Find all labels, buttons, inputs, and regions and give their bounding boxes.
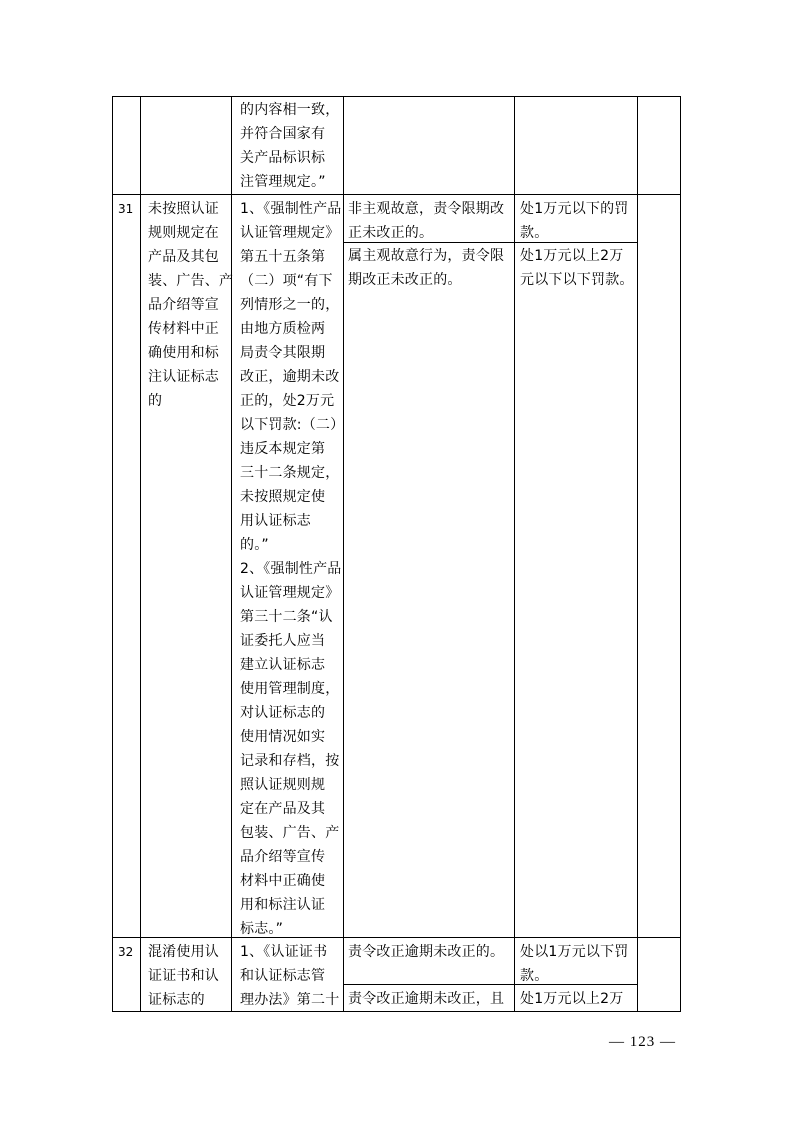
circumstance-cell: 非主观故意，责令限期改 正未改正的。 bbox=[348, 201, 505, 241]
legal-basis-cell: 1、《认证证书 和认证标志管 理办法》第二十 bbox=[240, 944, 340, 1008]
col-border bbox=[680, 96, 681, 1012]
penalty-cell: 处以1万元以下罚 款。 bbox=[520, 944, 629, 984]
violation-cell: 混淆使用认 证证书和认 证标志的 bbox=[148, 944, 219, 1008]
page-number: — 123 — bbox=[609, 1034, 676, 1050]
penalty-cell: 处1万元以上2万 元以下以下罚款。 bbox=[520, 248, 634, 288]
penalty-cell: 处1万元以上2万 bbox=[520, 991, 624, 1007]
legal-basis-cell: 1、《强制性产品 认证管理规定》 第五十五条第 （二）项“有下 列情形之一的， 由地方质检两 局责令其限期 改正，逾期未改 正的，处2万元 以下罚款:（二） 违反本规定第 三十二条规定， 未按照规定使 用认证标志 的。” 2、《强制性产品 认证管理规定》 第三十二条“认 证委托人应当 建立认证标志 使用管理制度， 对认证标志的 使用情况如实 记录和存档，按 照认证规则规 定在产品及其 包装、广告、产 品介绍等宣传 材料中正确使 用和标注认证 标志。” bbox=[240, 201, 345, 937]
row-number: 32 bbox=[118, 945, 134, 959]
col-border bbox=[112, 96, 113, 1012]
col-border bbox=[637, 96, 638, 1012]
row-divider bbox=[112, 937, 681, 938]
col-border bbox=[140, 96, 141, 1012]
row-divider bbox=[112, 194, 681, 195]
col-border bbox=[514, 96, 515, 1012]
penalty-cell: 处1万元以下的罚 款。 bbox=[520, 201, 629, 241]
row-number: 31 bbox=[118, 202, 134, 216]
circumstance-cell: 属主观故意行为，责令限 期改正未改正的。 bbox=[348, 248, 505, 288]
legal-basis-cell: 的内容相一致， 并符合国家有 关产品标识标 注管理规定。” bbox=[240, 102, 340, 190]
circumstance-cell: 责令改正逾期未改正，且 bbox=[348, 991, 505, 1007]
penalty-table bbox=[112, 96, 681, 1012]
circumstance-cell: 责令改正逾期未改正的。 bbox=[348, 944, 505, 960]
table-top-border bbox=[112, 96, 681, 97]
violation-cell: 未按照认证 规则规定在 产品及其包 装、广告、产 品介绍等宣 传材料中正 确使用和标 注认证标志 的 bbox=[148, 201, 234, 409]
